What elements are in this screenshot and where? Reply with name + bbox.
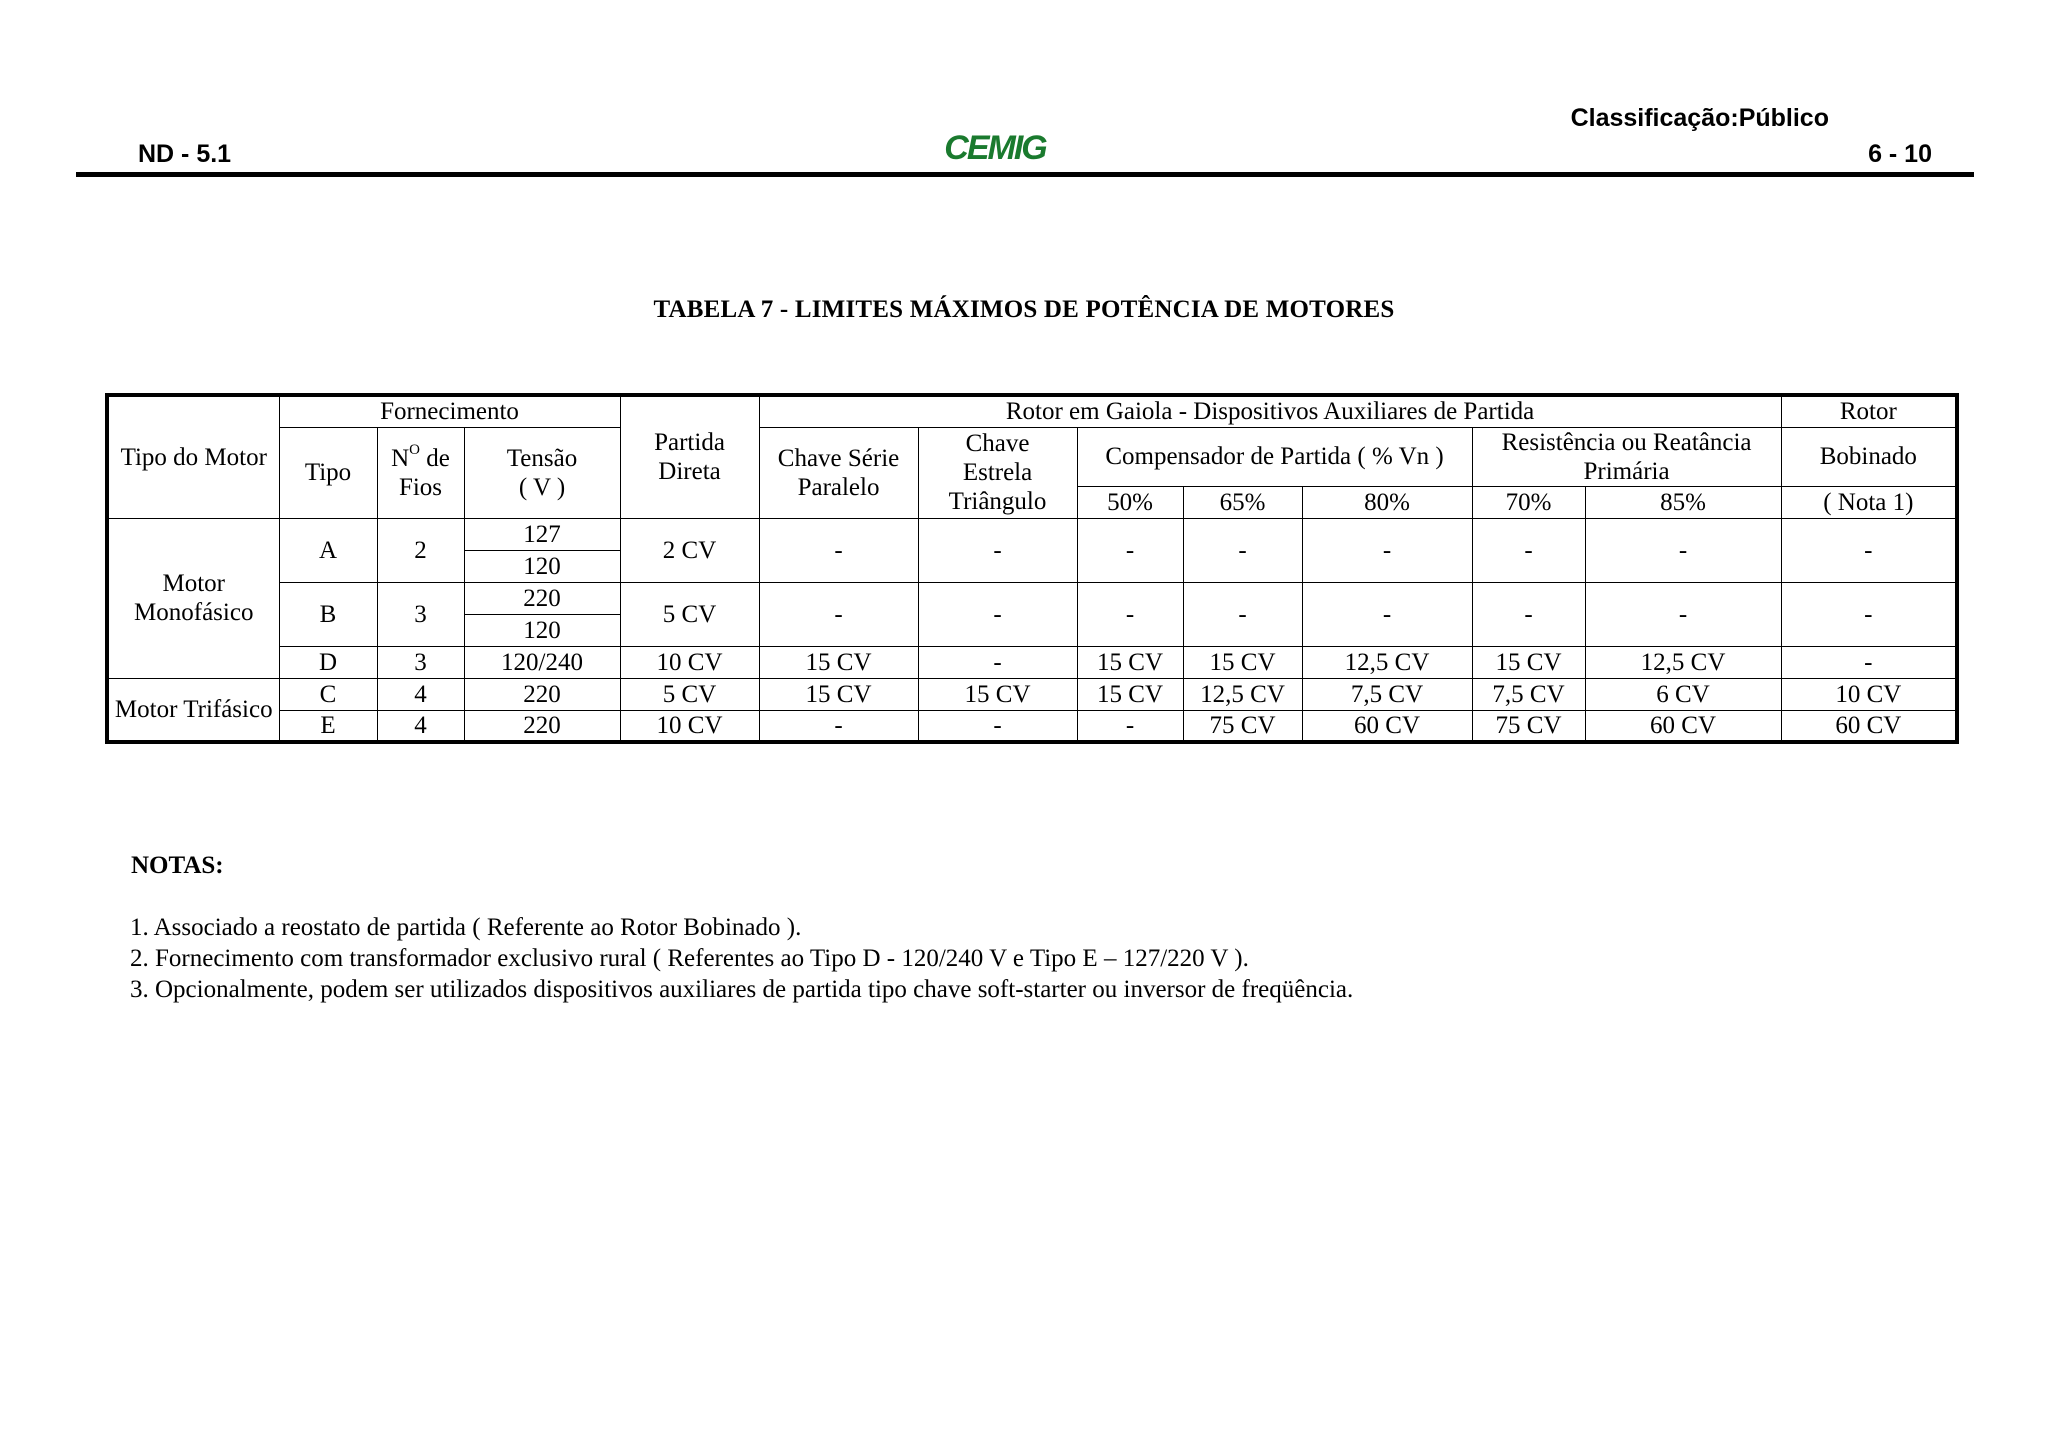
cell-serie: - [759, 582, 918, 646]
cell-estrela: - [918, 582, 1077, 646]
header-row-2 [107, 427, 1957, 486]
notes-title: NOTAS: [131, 852, 224, 879]
cell-c80: - [1302, 582, 1472, 646]
cell-c65: 75 CV [1183, 710, 1302, 742]
header-rotor-3: ( Nota 1) [1781, 486, 1957, 518]
motor-power-table [105, 393, 1959, 744]
header-n-fios: $N^O$ de Fios [377, 427, 464, 518]
cell-tensao: 220 [464, 678, 620, 710]
cell-tensao: 120 [464, 550, 620, 582]
header-pct-65: 65% [1183, 486, 1302, 518]
cell-c65: - [1183, 582, 1302, 646]
cell-tipo: D [279, 646, 377, 678]
cell-direta: 10 CV [620, 710, 759, 742]
header-tensao: Tensão ( V ) [464, 427, 620, 518]
cell-bob: 10 CV [1781, 678, 1957, 710]
cell-c80: 60 CV [1302, 710, 1472, 742]
cell-tensao: 127 [464, 518, 620, 550]
header-rotor-1: Rotor [1781, 395, 1957, 427]
cell-c80: 7,5 CV [1302, 678, 1472, 710]
cell-r85: 6 CV [1585, 678, 1781, 710]
cell-tipo: B [279, 582, 377, 646]
header-resistencia: Resistência ou Reatância Primária [1472, 427, 1781, 486]
table-row [107, 518, 1957, 550]
cell-fios: 3 [377, 646, 464, 678]
header-pct-80: 80% [1302, 486, 1472, 518]
cell-bob: 60 CV [1781, 710, 1957, 742]
table-row [107, 710, 1957, 742]
header-rotor-gaiola: Rotor em Gaiola - Dispositivos Auxiliares de Partida [759, 395, 1781, 427]
cell-serie: 15 CV [759, 646, 918, 678]
cell-r70: 15 CV [1472, 646, 1585, 678]
document-code: ND - 5.1 [138, 140, 232, 168]
group-monofasico: Motor Monofásico [107, 518, 279, 678]
cell-tipo: E [279, 710, 377, 742]
cell-r85: 60 CV [1585, 710, 1781, 742]
cell-r70: 75 CV [1472, 710, 1585, 742]
header-fornecimento: Fornecimento [279, 395, 620, 427]
cell-estrela: - [918, 710, 1077, 742]
cell-r70: - [1472, 582, 1585, 646]
cell-fios: 3 [377, 582, 464, 646]
cell-direta: 5 CV [620, 678, 759, 710]
header-rule [76, 172, 1974, 177]
header-pct-70: 70% [1472, 486, 1585, 518]
cell-r85: - [1585, 582, 1781, 646]
cell-r85: 12,5 CV [1585, 646, 1781, 678]
cell-c50: - [1077, 582, 1183, 646]
cell-c65: 15 CV [1183, 646, 1302, 678]
cell-c50: - [1077, 518, 1183, 582]
cell-tensao: 220 [464, 710, 620, 742]
cell-c65: 12,5 CV [1183, 678, 1302, 710]
cell-serie: - [759, 518, 918, 582]
header-tipo-motor: Tipo do Motor [107, 395, 279, 518]
cell-fios: 2 [377, 518, 464, 582]
header-chave-estrela: Chave Estrela Triângulo [918, 427, 1077, 518]
header-rotor-2: Bobinado [1781, 427, 1957, 486]
cell-r85: - [1585, 518, 1781, 582]
page-number: 6 - 10 [1868, 140, 1932, 168]
cell-tipo: A [279, 518, 377, 582]
cell-c50: - [1077, 710, 1183, 742]
cemig-logo [930, 128, 1060, 166]
logo-text: CEMIG [944, 129, 1046, 166]
cell-tipo: C [279, 678, 377, 710]
header-row-1 [107, 395, 1957, 427]
table-row [107, 646, 1957, 678]
cell-tensao: 120 [464, 614, 620, 646]
cell-serie: 15 CV [759, 678, 918, 710]
header-partida-direta: Partida Direta [620, 395, 759, 518]
header-tipo: Tipo [279, 427, 377, 518]
cell-c80: - [1302, 518, 1472, 582]
cell-bob: - [1781, 582, 1957, 646]
cell-estrela: - [918, 518, 1077, 582]
cell-c50: 15 CV [1077, 646, 1183, 678]
header-compensador: Compensador de Partida ( % Vn ) [1077, 427, 1472, 486]
header-chave-serie: Chave Série Paralelo [759, 427, 918, 518]
cell-r70: 7,5 CV [1472, 678, 1585, 710]
header-pct-50: 50% [1077, 486, 1183, 518]
cell-c80: 12,5 CV [1302, 646, 1472, 678]
header-pct-85: 85% [1585, 486, 1781, 518]
note-item: 2. Fornecimento com transformador exclusivo rural ( Referentes ao Tipo D - 120/240 V e Tipo E – 127/220 V ). [130, 945, 1249, 972]
note-item: 1. Associado a reostato de partida ( Referente ao Rotor Bobinado ). [130, 914, 802, 941]
cell-r70: - [1472, 518, 1585, 582]
classification-label: Classificação:Público [1570, 104, 1829, 132]
cell-direta: 10 CV [620, 646, 759, 678]
cell-bob: - [1781, 646, 1957, 678]
table-row [107, 678, 1957, 710]
cell-c50: 15 CV [1077, 678, 1183, 710]
note-item: 3. Opcionalmente, podem ser utilizados dispositivos auxiliares de partida tipo chave soft-starter ou inversor de freqüência. [130, 976, 1354, 1003]
cell-direta: 2 CV [620, 518, 759, 582]
cell-estrela: - [918, 646, 1077, 678]
cell-fios: 4 [377, 678, 464, 710]
cell-bob: - [1781, 518, 1957, 582]
cell-fios: 4 [377, 710, 464, 742]
table-title: TABELA 7 - LIMITES MÁXIMOS DE POTÊNCIA DE MOTORES [653, 296, 1395, 323]
cell-estrela: 15 CV [918, 678, 1077, 710]
cell-tensao: 220 [464, 582, 620, 614]
cell-tensao: 120/240 [464, 646, 620, 678]
group-trifasico: Motor Trifásico [107, 678, 279, 742]
cell-c65: - [1183, 518, 1302, 582]
cell-direta: 5 CV [620, 582, 759, 646]
cell-serie: - [759, 710, 918, 742]
table-row [107, 582, 1957, 614]
